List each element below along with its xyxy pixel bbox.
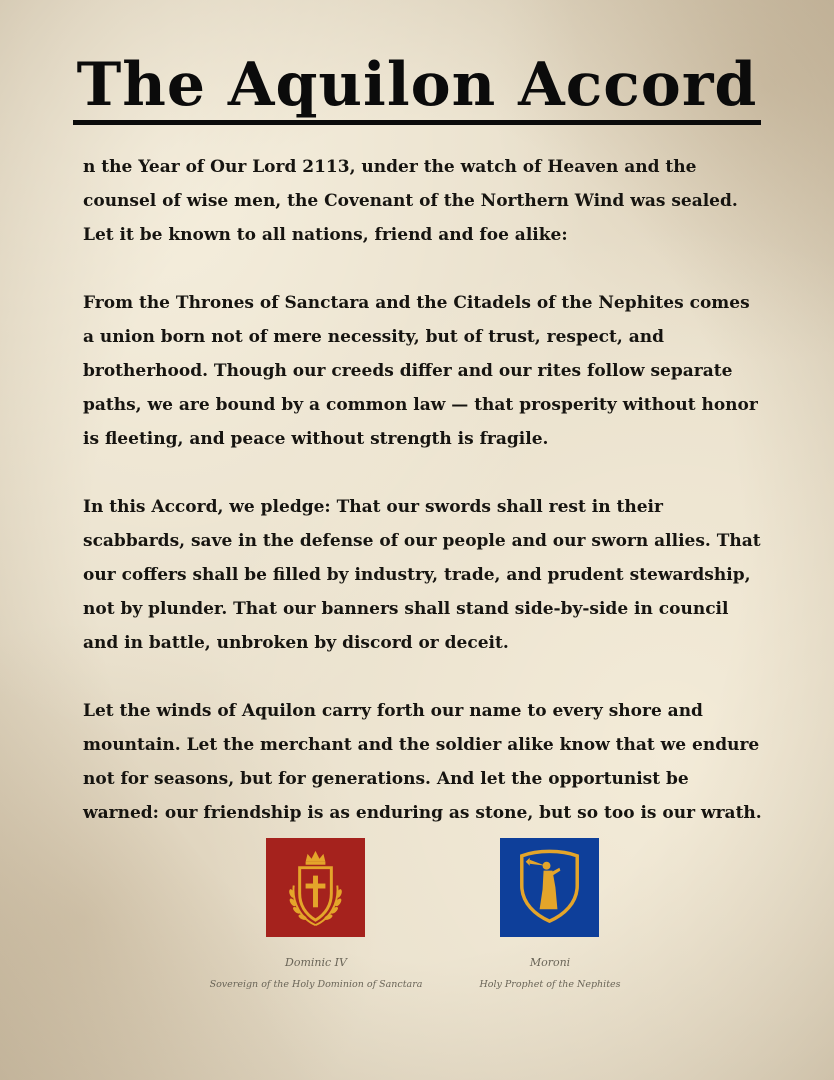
accord-body: [83, 150, 763, 864]
trumpet-angel-shield-icon: [500, 838, 599, 937]
signature-dominic: Dominic IV: [285, 956, 347, 969]
document-title: [0, 40, 834, 130]
signatory-role-sanctara: Sovereign of the Holy Dominion of Sanctara: [209, 979, 423, 990]
signature-block-nephites: [420, 955, 680, 993]
paragraph-union: From the Thrones of Sanctara and the Citadels of the Nephites comes a union born not of mere necessity, but of trust, respect, and brotherhood. Though our creeds differ and our rites follow separate paths, we are bound by a common law — that prosperity without honor is fleeting, and peace without strength is fragile.: [83, 293, 758, 449]
signature-moroni: Moroni: [529, 956, 571, 969]
crowned-cross-shield-icon: [266, 838, 365, 937]
paragraph-preamble: n the Year of Our Lord 2113, under the watch of Heaven and the counsel of wise men, the Covenant of the Northern Wind was sealed. Let it be known to all nations, friend and foe alike:: [83, 157, 738, 245]
document-title-text: The Aquilon Accord: [73, 50, 762, 125]
signatory-role-nephites: Holy Prophet of the Nephites: [479, 979, 621, 990]
signature-block-sanctara: [186, 955, 446, 993]
nephite-emblem: [500, 838, 599, 937]
sanctara-emblem: [266, 838, 365, 937]
paragraph-warning: Let the winds of Aquilon carry forth our name to every shore and mountain. Let the merchant and the soldier alike know that we endure not for seasons, but for generations. And let the opportunist be warned: our friendship is as enduring as stone, but so too is our wrath.: [83, 701, 762, 823]
paragraph-pledge: In this Accord, we pledge: That our swords shall rest in their scabbards, save in the defense of our people and our sworn allies. That our coffers shall be filled by industry, trade, and prudent stewardship, not by plunder. That our banners shall stand side-by-side in council and in battle, unbroken by discord or deceit.: [83, 497, 761, 653]
